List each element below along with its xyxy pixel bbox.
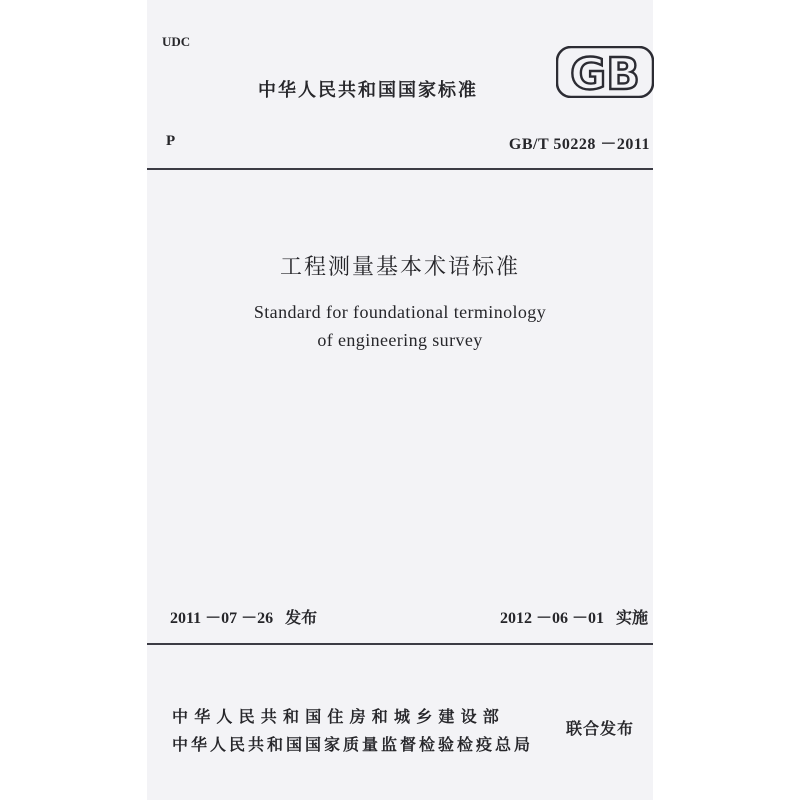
gb-logo — [556, 46, 654, 98]
category-code: P — [166, 133, 176, 149]
national-standard-heading: 中华人民共和国国家标准 — [258, 80, 478, 101]
gb-logo-text: GB — [570, 49, 640, 98]
bottom-divider — [147, 643, 653, 645]
issue-date: 2011 －07 －26 发布 — [170, 610, 318, 627]
title-english — [0, 298, 800, 354]
standard-number: GB/T 50228 －2011 — [508, 136, 650, 153]
udc-label: UDC — [162, 34, 191, 49]
issuer-ministry: 中华人民共和国住房和城乡建设部 — [172, 707, 506, 726]
title-english-line-1: Standard for foundational terminology — [253, 302, 547, 322]
top-divider — [147, 168, 653, 170]
issuer-aqsiq: 中华人民共和国国家质量监督检验检疫总局 — [172, 735, 534, 754]
implementation-date: 2012 －06 －01 实施 — [499, 610, 648, 627]
standard-cover — [147, 0, 653, 800]
title-english-line-2: of engineering survey — [317, 330, 483, 350]
joint-release-label: 联合发布 — [566, 719, 635, 738]
title-chinese: 工程测量基本术语标准 — [279, 255, 520, 280]
